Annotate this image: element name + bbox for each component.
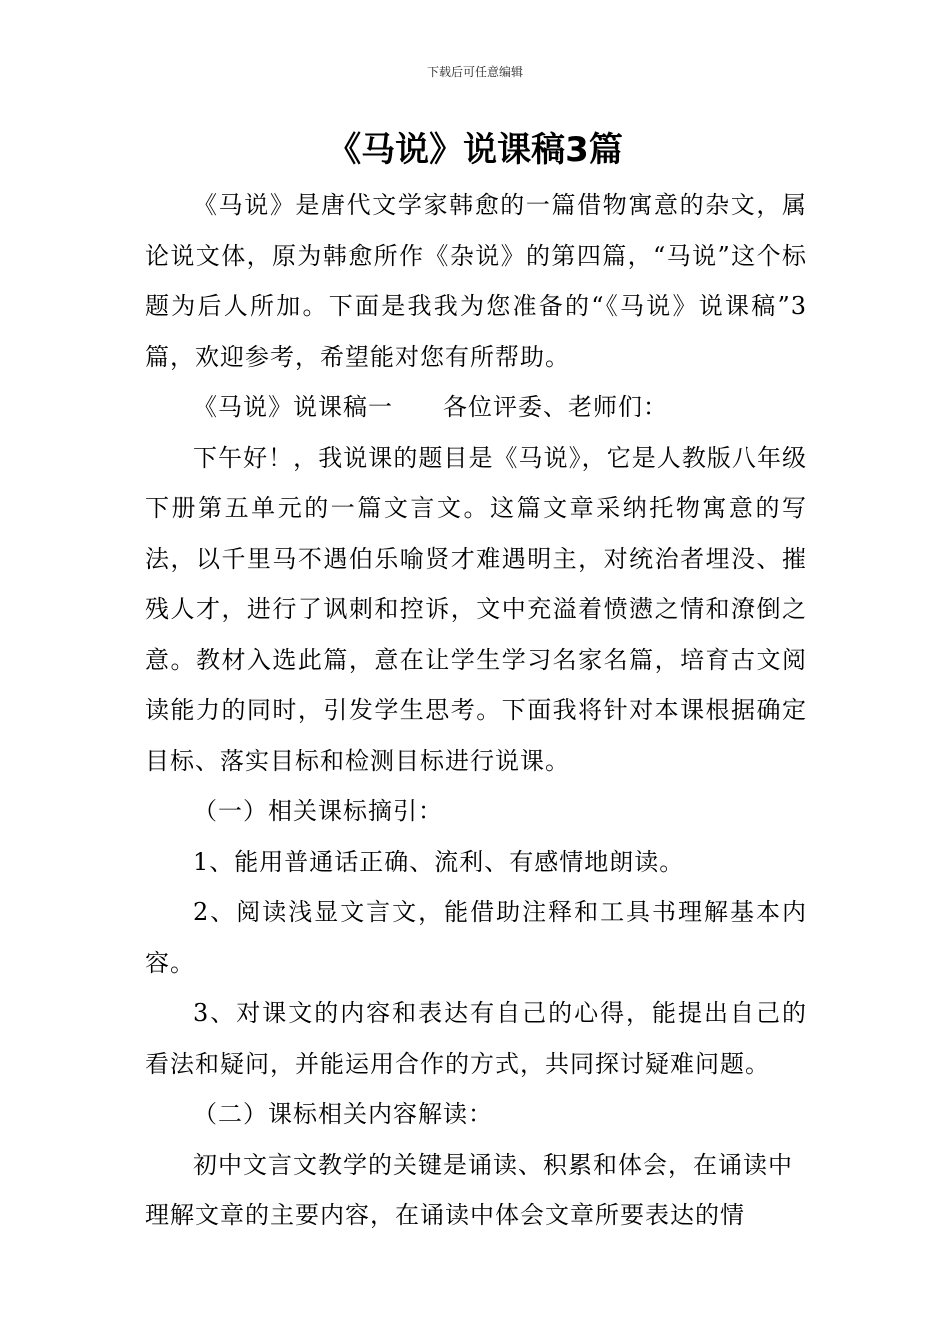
paragraph-interpretation: 初中文言文教学的关键是诵读、积累和体会，在诵读中理解文章的主要内容，在诵读中体会文章所要表达的情	[145, 1150, 793, 1229]
paragraph-item-3: 3、对课文的内容和表达有自己的心得，能提出自己的看法和疑问，并能运用合作的方式，共同探讨疑难问题。	[145, 999, 807, 1078]
paragraph-subheading-1: （一）相关课标摘引：	[193, 797, 443, 825]
document-body	[145, 180, 807, 1241]
header-note: 下载后可任意编辑	[426, 65, 523, 79]
paragraph-intro: 《马说》是唐代文学家韩愈的一篇借物寓意的杂文，属论说文体，原为韩愈所作《杂说》的第四篇，“马说”这个标题为后人所加。下面是我我为您准备的“《马说》说课稿”3篇，欢迎参考，希望能对您有所帮助。	[145, 191, 807, 371]
paragraph-item-2: 2、阅读浅显文言文，能借助注释和工具书理解基本内容。	[145, 898, 807, 977]
document-title: 《马说》说课稿3篇	[327, 130, 623, 170]
paragraph-item-1: 1、能用普通话正确、流利、有感情地朗读。	[193, 847, 685, 876]
paragraph-greeting: 下午好！，我说课的题目是《马说》，它是人教版八年级下册第五单元的一篇文言文。这篇文章采纳托物寓意的写法，以千里马不遇伯乐喻贤才难遇明主，对统治者埋没、摧残人才，进行了讽刺和控诉，文中充溢着愤懑之情和潦倒之意。教材入选此篇，意在让学生学习名家名篇，培育古文阅读能力的同时，引发学生思考。下面我将针对本课根据确定目标、落实目标和检测目标进行说课。	[145, 443, 807, 775]
paragraph-section-heading: 《马说》说课稿一 各位评委、老师们：	[193, 393, 668, 421]
paragraph-subheading-2: （二）课标相关内容解读：	[193, 1100, 493, 1128]
